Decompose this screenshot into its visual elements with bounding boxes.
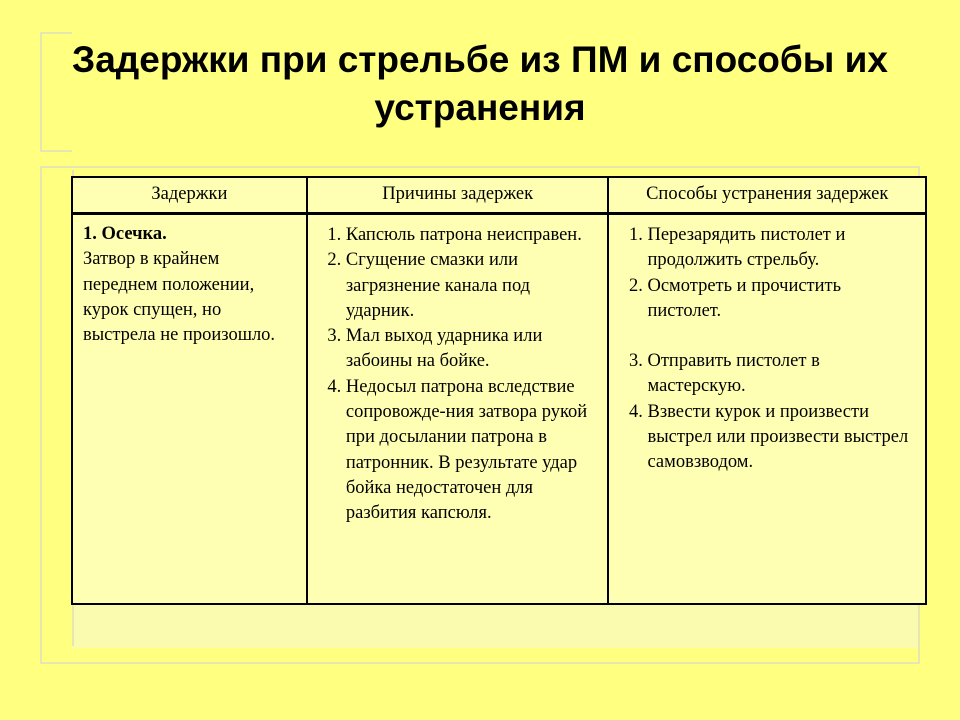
header-causes: Причины задержек xyxy=(307,177,609,214)
header-delays: Задержки xyxy=(72,177,307,214)
list-item: 3. Мал выход ударника или забоины на бойке. xyxy=(346,324,600,375)
list-item: 1. Капсюль патрона неисправен. xyxy=(346,223,600,248)
header-remedies: Способы устранения задержек xyxy=(608,177,926,214)
list-item: 3. Отправить пистолет в мастерскую. xyxy=(647,349,917,400)
delays-table xyxy=(71,176,927,605)
remedies-cell xyxy=(608,214,926,605)
list-item: 2. Осмотреть и прочистить пистолет. xyxy=(647,274,917,325)
delay-name: 1. Осечка. xyxy=(83,224,167,244)
table-row xyxy=(72,214,926,605)
delay-description: Затвор в крайнем переднем положении, курок спущен, но выстрела не произошло. xyxy=(83,249,276,346)
remedies-list xyxy=(609,215,925,476)
page-title: Задержки при стрельбе из ПМ и способы их устранения xyxy=(72,39,888,128)
decorative-panel xyxy=(72,602,918,648)
causes-cell xyxy=(307,214,609,605)
list-item: 4. Недосыл патрона вследствие сопровожде-ния затвора рукой при досылании патрона в патронник. В результате удар бойка недостаточен для разбития капсюля. xyxy=(346,375,600,527)
delay-cell xyxy=(72,214,307,605)
list-item: 2. Сгущение смазки или загрязнение канала под ударник. xyxy=(346,248,600,324)
list-item: 4. Взвести курок и произвести выстрел или произвести выстрел самовзводом. xyxy=(647,400,917,476)
table-header-row xyxy=(72,177,926,214)
causes-list xyxy=(308,215,608,527)
list-item: 1. Перезарядить пистолет и продолжить стрельбу. xyxy=(647,223,917,274)
